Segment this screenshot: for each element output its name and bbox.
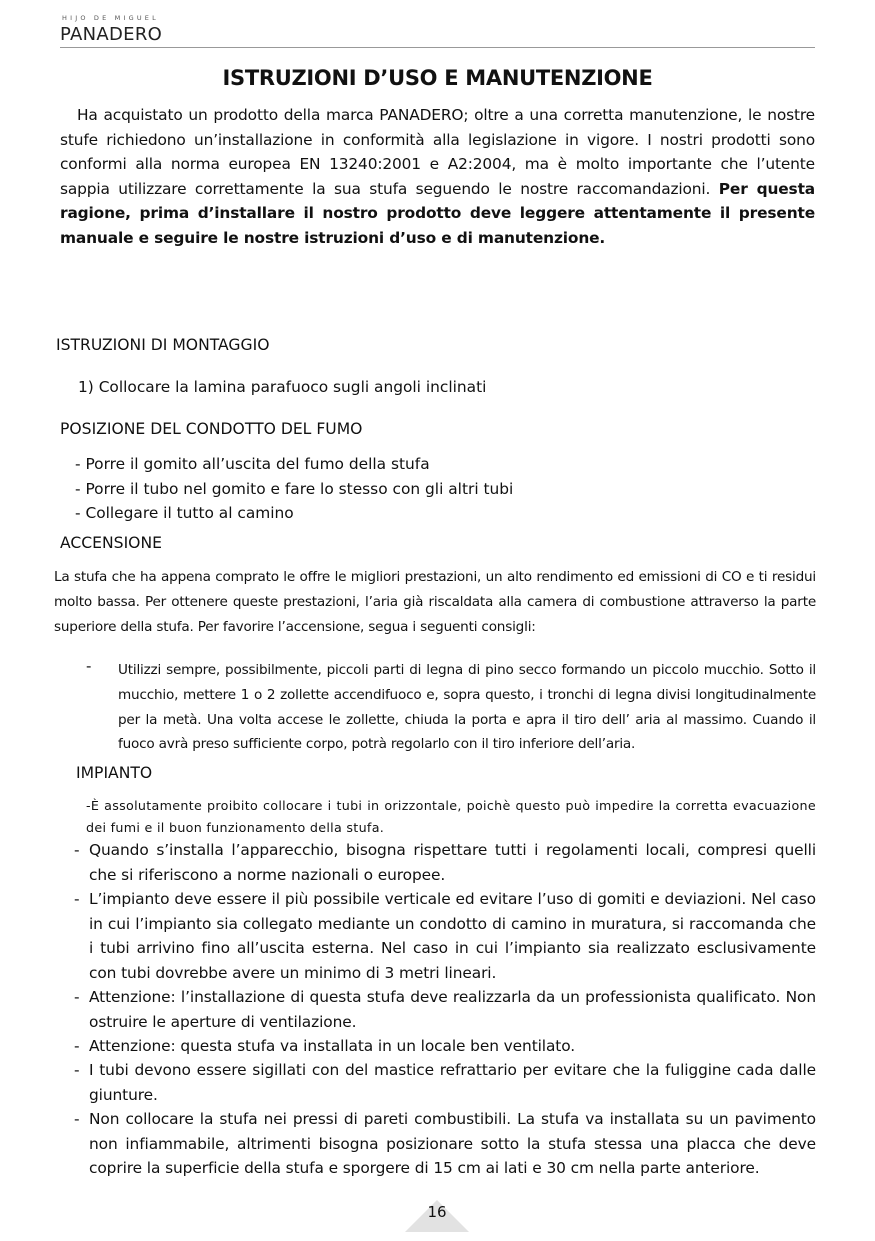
header-divider [60,47,815,48]
page-title: ISTRUZIONI D’USO E MANUTENZIONE [222,66,653,90]
brand-tagline: HIJO DE MIGUEL [62,14,159,22]
list-item [74,887,816,985]
list-item: - Porre il gomito all’uscita del fumo della stufa [75,455,430,473]
montaggio-step: 1) Collocare la lamina parafuoco sugli angoli inclinati [78,378,487,396]
list-item [74,1034,816,1059]
list-dash: - [74,1037,80,1055]
list-item [74,1107,816,1181]
condotto-list [75,452,513,526]
bullet-dash: - [86,657,92,675]
intro-paragraph [60,103,815,251]
list-dash: - [74,890,80,908]
section-heading-accensione: ACCENSIONE [60,534,162,552]
section-heading-impianto: IMPIANTO [76,764,153,782]
list-item: - Porre il tubo nel gomito e fare lo stesso con gli altri tubi [75,479,514,498]
list-dash: - [74,1110,80,1128]
list-item-text: I tubi devono essere sigillati con del mastice refrattario per evitare che la fuliggine cada dalle giunture. [89,1061,816,1104]
list-dash: - [74,988,80,1006]
list-item: - Collegare il tutto al camino [75,504,294,523]
accensione-tip: Utilizzi sempre, possibilmente, piccoli parti di legna di pino secco formando un piccolo mucchio. Sotto il mucchio, mettere 1 o 2 zollette accendifuoco e, sopra questo, i tronchi di legna divisi longitudinalmente per la metà. Una volta accese le zollette, chiuda la porta e apra il tiro dell’ aria al massimo. Cuando il fuoco avrà preso sufficiente corpo, potrà regolarlo con il tiro inferiore dell’aria. [118,662,816,753]
intro-bold-text: Per questa ragione, prima d’installare il nostro prodotto deve leggere attentamente il presente manuale e seguire le nostre istruzioni d’uso e di manutenzione. [60,179,816,247]
section-heading-condotto: POSIZIONE DEL CONDOTTO DEL FUMO [60,420,363,438]
brand-logo: PANADERO [60,24,163,45]
list-item-text: Non collocare la stufa nei pressi di pareti combustibili. La stufa va installata su un pavimento non infiammabile, altrimenti bisogna posizionare sotto la stufa stessa una placca che deve coprire la superficie della stufa e sporgere di 15 cm ai lati e 30 cm nella parte anteriore. [89,1110,816,1178]
accensione-intro: La stufa che ha appena comprato le offre le migliori prestazioni, un alto rendimento ed emissioni di CO e ti residui molto bassa. Per ottenere queste prestazioni, l’aria già riscaldata alla camera di combustione attraverso la parte superiore della stufa. Per favorire l’accensione, segua i seguenti consigli: [54,569,816,635]
list-item-text: L’impianto deve essere il più possibile verticale ed evitare l’uso di gomiti e deviazioni. Nel caso in cui l’impianto sia collegato mediante un condotto di camino in muratura, si raccomanda che i tubi arrivino fino all’uscita esterna. Nel caso in cui l’impianto sia realizzato esclusivamente con tubi dovrebbe avere un minimo di 3 metri lineari. [89,890,816,982]
page-number: 16 [427,1203,447,1221]
list-item-text: Attenzione: l’installazione di questa stufa deve realizzarla da un professionista qualificato. Non ostruire le aperture di ventilazione. [89,988,816,1031]
list-item [74,985,816,1034]
list-item-text: Quando s’installa l’apparecchio, bisogna rispettare tutti i regolamenti locali, compresi quelli che si riferiscono a norme nazionali o europee. [89,841,816,884]
intro-text: Ha acquistato un prodotto della marca PANADERO; oltre a una corretta manutenzione, le nostre stufe richiedono un’installazione in conformità alla legislazione in vigore. I nostri prodotti sono conformi alla norma europea EN 13240:2001 e A2:2004, ma è molto importante che l’utente sappia utilizzare correttamente la sua stufa seguendo le nostre raccomandazioni. [60,106,815,198]
impianto-warning: -È assolutamente proibito collocare i tubi in orizzontale, poichè questo può impedire la corretta evacuazione dei fumi e il buon funzionamento della stufa. [86,798,816,835]
list-item [74,1058,816,1107]
list-item-text: Attenzione: questa stufa va installata in un locale ben ventilato. [89,1037,576,1055]
list-item [74,838,816,887]
list-dash: - [74,1061,80,1079]
list-dash: - [74,841,80,859]
section-heading-montaggio: ISTRUZIONI DI MONTAGGIO [56,336,270,354]
